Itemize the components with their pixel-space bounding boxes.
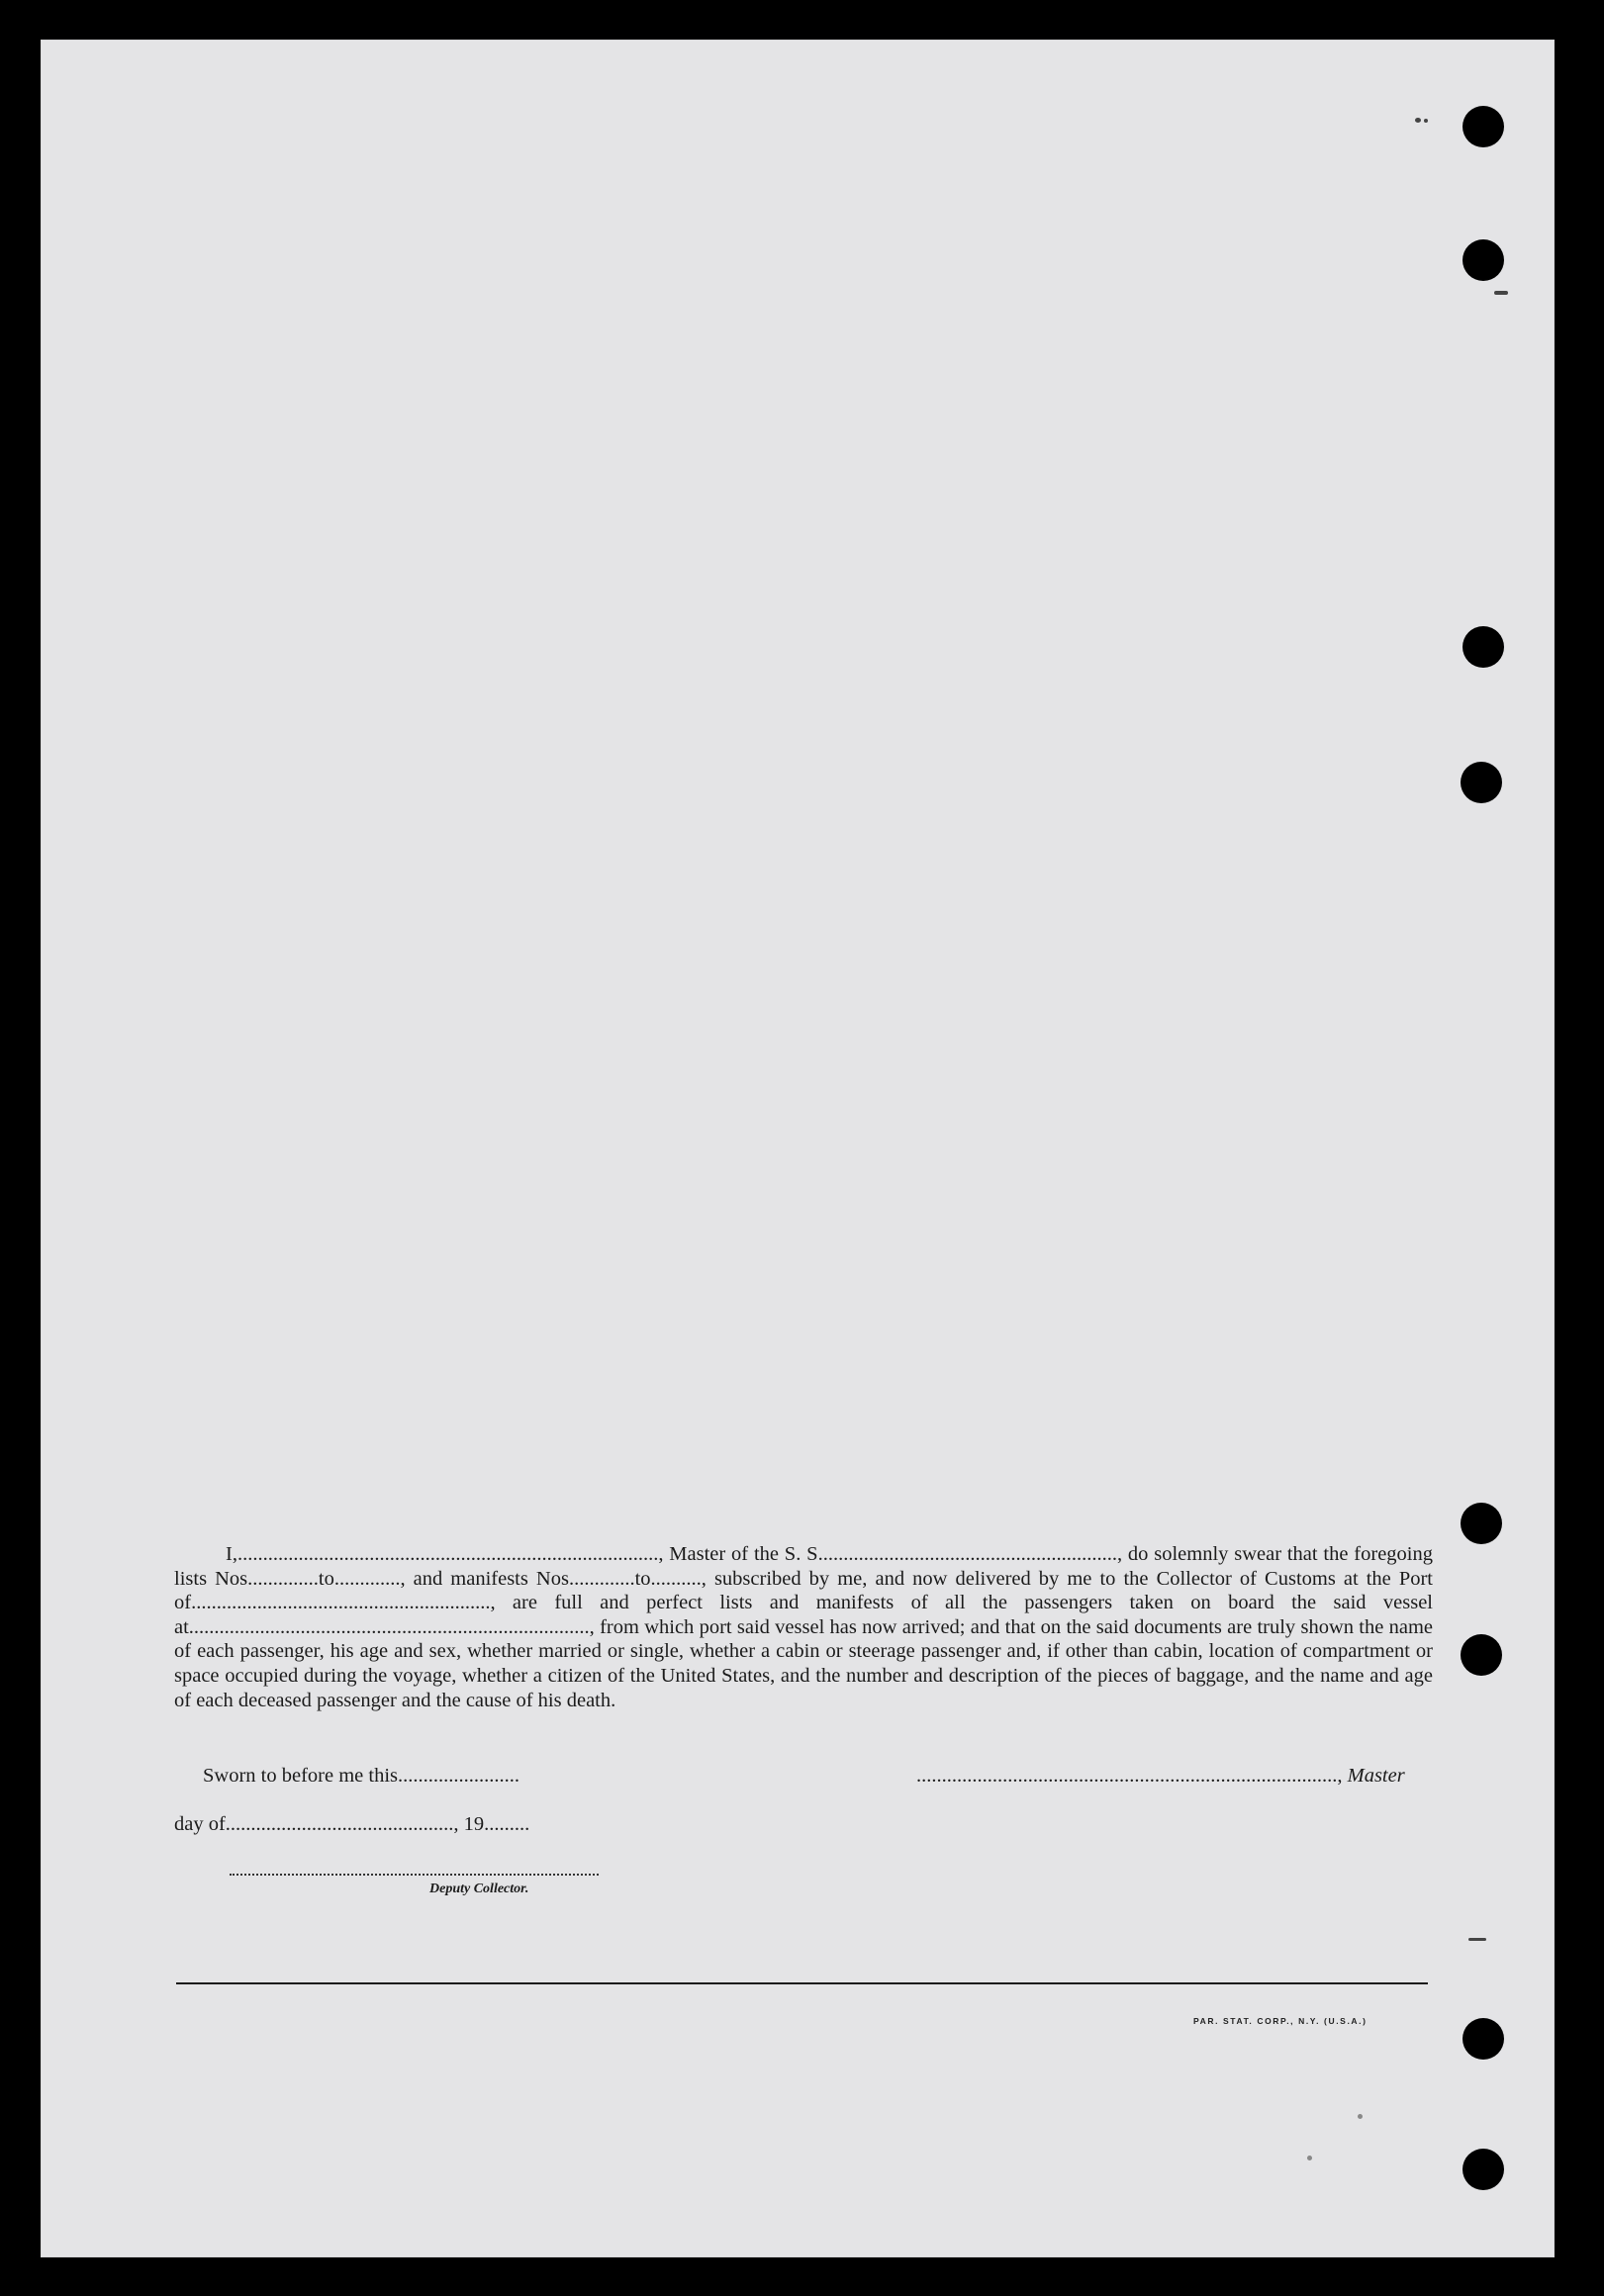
- speck: [1424, 119, 1428, 123]
- punch-hole: [1462, 239, 1504, 281]
- bottom-rule: [176, 1982, 1428, 1984]
- punch-hole: [1461, 1634, 1502, 1676]
- punch-hole: [1461, 762, 1502, 803]
- master-dotted-line: ...................................................................................,: [916, 1765, 1348, 1787]
- speck: [1307, 2156, 1312, 2160]
- punch-hole: [1461, 1503, 1502, 1544]
- oath-paragraph: I,..................................................................................., Master of the S. S..........................................................., do solemnly swear that the foregoing lists Nos..............to............., and manifests Nos.............to.........., subscribed by me, and now delivered by me to the Collector of Customs at the Port of..........................................................., are full and perfect lists and manifests of all the passengers taken on board the said vessel at..............................................................................., from which port said vessel has now arrived; and that on the said documents are truly shown the name of each passenger, his age and sex, whether married or single, whether a cabin or steerage passenger and, if other than cabin, location of compartment or space occupied during the voyage, whether a citizen of the United States, and the number and description of the pieces of baggage, and the name and age of each deceased passenger and the cause of his death.: [174, 1543, 1433, 1711]
- master-label: Master: [1347, 1765, 1405, 1787]
- deputy-collector-label: Deputy Collector.: [429, 1882, 529, 1896]
- speck: [1415, 118, 1421, 123]
- master-signature-line: [916, 1765, 1405, 1788]
- punch-hole: [1462, 2149, 1504, 2190]
- punch-hole: [1462, 626, 1504, 668]
- paper-sheet: [41, 40, 1555, 2257]
- speck: [1358, 2114, 1363, 2119]
- sworn-before-line: Sworn to before me this........................: [203, 1765, 519, 1787]
- speck: [1468, 1938, 1486, 1941]
- punch-hole: [1462, 106, 1504, 147]
- day-of-line: day of............................................., 19.........: [174, 1813, 530, 1835]
- printer-imprint: PAR. STAT. CORP., N.Y. (U.S.A.): [1193, 2016, 1368, 2026]
- punch-hole: [1462, 2018, 1504, 2060]
- speck: [1494, 291, 1508, 295]
- deputy-signature-line: [230, 1874, 599, 1876]
